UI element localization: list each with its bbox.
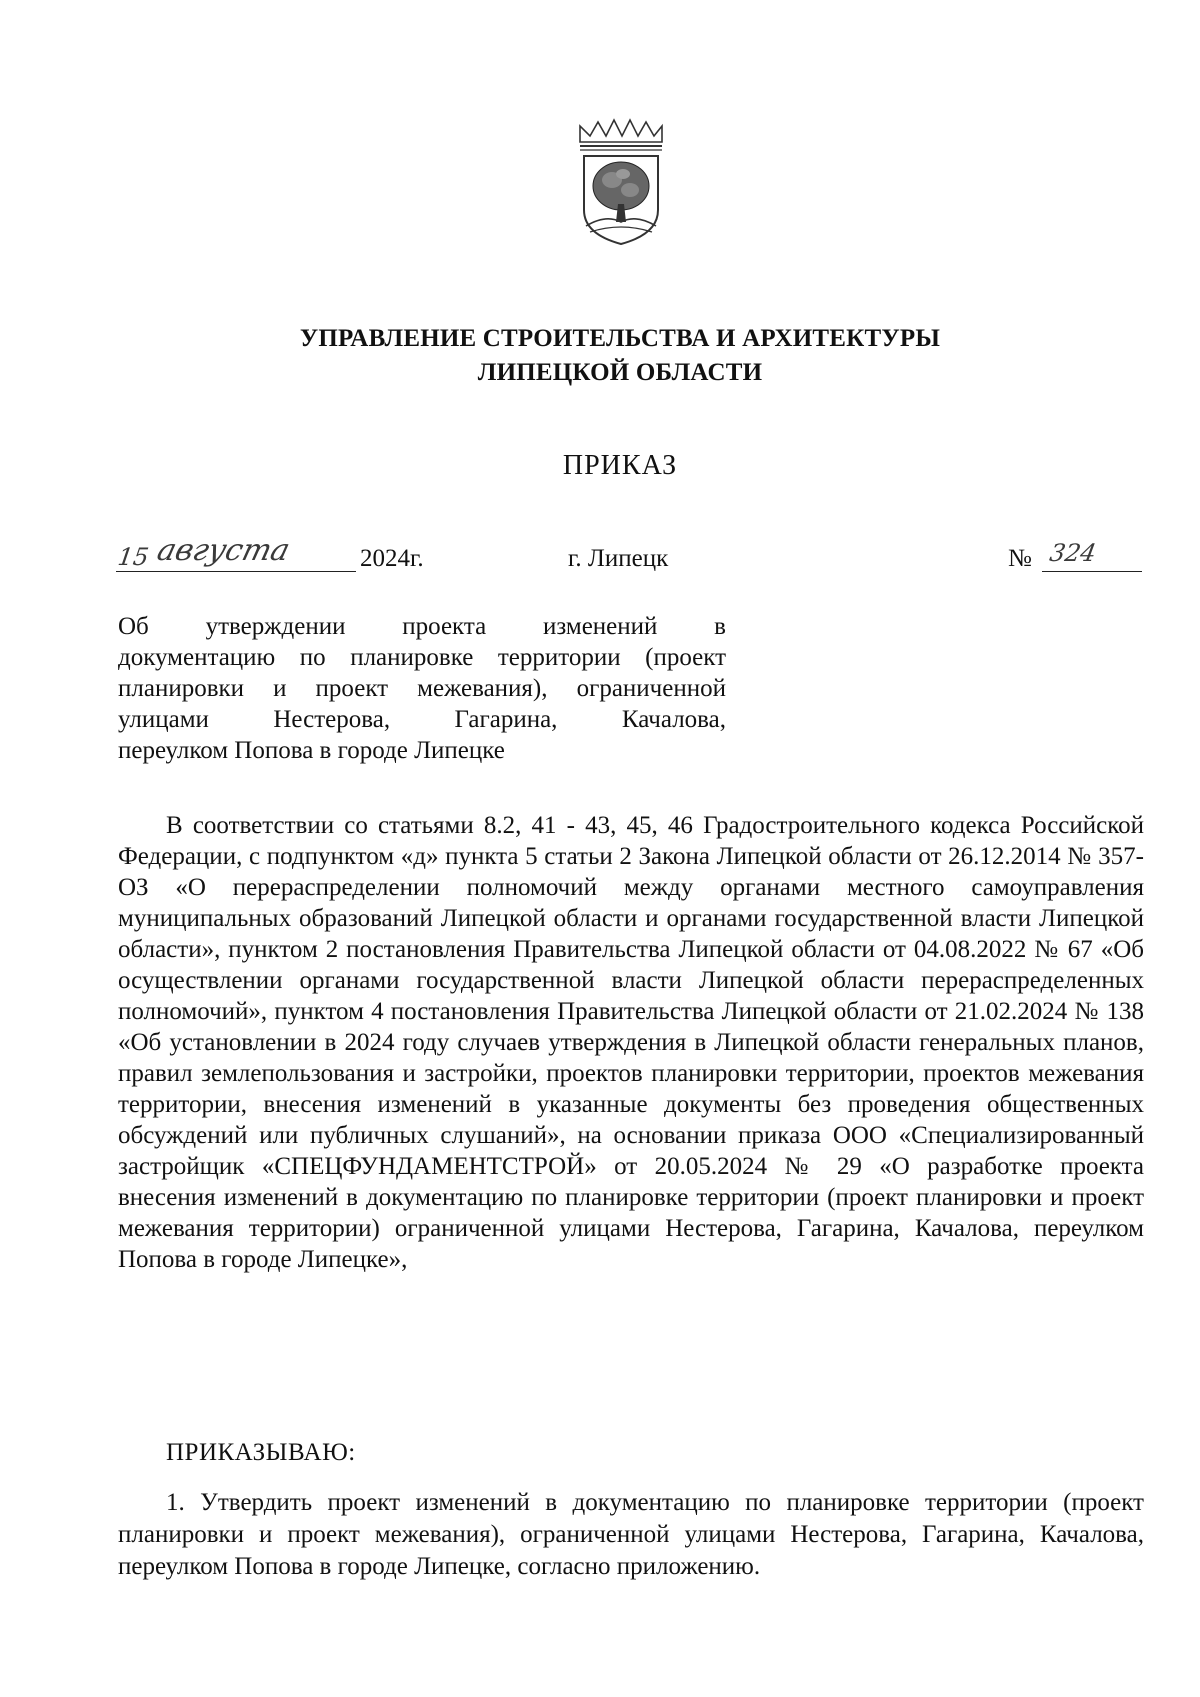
subject-line: переулком Попова в городе Липецке <box>118 737 505 764</box>
coat-of-arms-emblem <box>576 118 666 248</box>
date-underline <box>116 571 356 572</box>
organization-name-line-2: ЛИПЕЦКОЙ ОБЛАСТИ <box>477 359 763 386</box>
subject-line: Об утверждении проекта изменений в <box>118 613 726 640</box>
subject-line: документацию по планировке территории (проект <box>118 644 726 671</box>
date-year: 2024г. <box>360 545 424 572</box>
document-type-title: ПРИКАЗ <box>562 450 678 481</box>
organization-name <box>0 322 1200 390</box>
preamble-text: В соответствии со статьями 8.2, 41 - 43, 45, 46 Градостроительного кодекса Российской Федерации, с подпунктом «д» пункта 5 статьи 2 Закона Липецкой области от 26.12.2014 № 357-ОЗ «О перераспределении полномочий между органами местного самоуправления муниципальных образований Липецкой области и органами государственной власти Липецкой области», пунктом 2 постановления Правительства Липецкой области от 04.08.2022 № 67 «Об осуществлении органами государственной власти Липецкой области перераспределенных полномочий», пунктом 4 постановления Правительства Липецкой области от 21.02.2024 № 138 «Об установлении в 2024 году случаев утверждения в Липецкой области генеральных планов, правил землепользования и застройки, проектов планировки территории, проектов межевания территории, внесения изменений в указанные документы без проведения общественных обсуждений или публичных слушаний», на основании приказа ООО «Специализированный застройщик «СПЕЦФУНДАМЕНТСТРОЙ» от 20.05.2024 № 29 «О разработке проекта внесения изменений в документацию по планировке территории (проект планировки и проект межевания территории) ограниченной улицами Нестерова, Гагарина, Качалова, переулком Попова в городе Липецке», <box>118 812 1144 1273</box>
city-name: г. Липецк <box>568 545 669 572</box>
organization-name-line-1: УПРАВЛЕНИЕ СТРОИТЕЛЬСТВА И АРХИТЕКТУРЫ <box>299 325 941 352</box>
subject-line: планировки и проект межевания), ограниченной <box>118 675 726 702</box>
preamble-paragraph <box>118 810 1144 1275</box>
handwritten-document-number: 324 <box>1047 539 1099 567</box>
order-item: 1. Утвердить проект изменений в документацию по планировке территории (проект планировки и проект межевания), ограниченной улицами Нестерова, Гагарина, Качалова, переулком Попова в городе Липецке, согласно приложению. <box>118 1489 1144 1580</box>
handwritten-month: августа <box>153 533 294 568</box>
number-sign: № <box>1008 545 1032 572</box>
order-directive-word: ПРИКАЗЫВАЮ: <box>166 1439 356 1466</box>
number-underline <box>1042 571 1142 572</box>
coat-of-arms-icon <box>576 118 666 248</box>
order-items <box>118 1487 1144 1583</box>
handwritten-day: 15 <box>116 543 151 571</box>
date-number-row <box>0 533 1200 581</box>
subject-line: улицами Нестерова, Гагарина, Качалова, <box>118 706 726 733</box>
order-subject <box>118 611 726 766</box>
